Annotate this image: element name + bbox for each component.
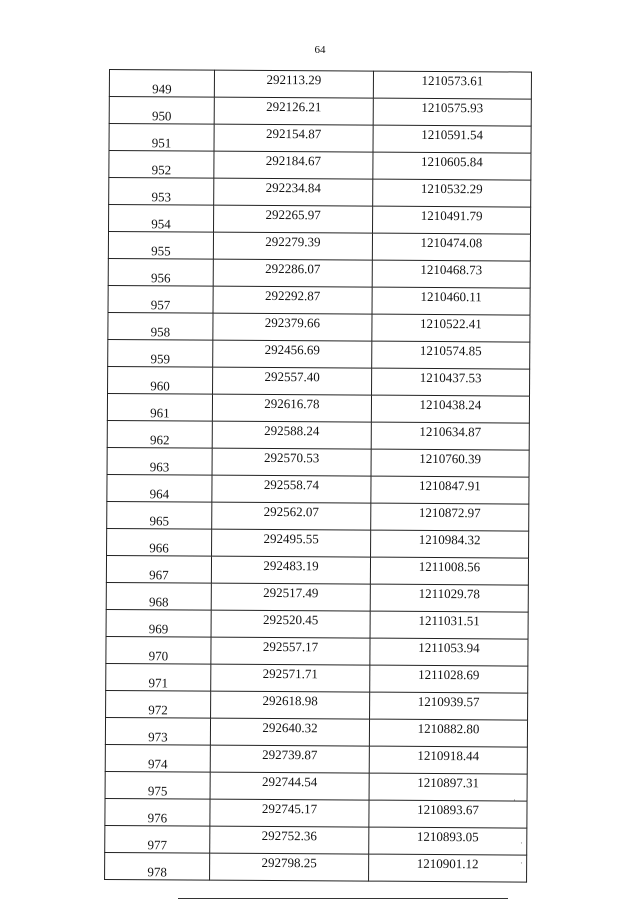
x-coordinate-cell: 292798.25 (210, 853, 369, 881)
table-row (106, 555, 528, 585)
point-number-cell: 968 (106, 582, 211, 610)
point-number-cell: 953 (109, 178, 214, 206)
table-row (109, 70, 531, 100)
y-coordinate-cell: 1210460.11 (372, 287, 530, 315)
x-coordinate-cell: 292279.39 (213, 232, 372, 260)
point-number-cell: 970 (106, 636, 211, 664)
y-coordinate-cell: 1211053.94 (370, 638, 528, 666)
table-row (105, 825, 527, 855)
x-coordinate-cell: 292495.55 (212, 529, 371, 557)
table-row (108, 285, 530, 315)
point-number-cell: 956 (108, 258, 213, 286)
point-number-cell: 963 (107, 447, 212, 475)
table-row (106, 609, 528, 639)
table-row (105, 771, 527, 801)
table-row (108, 312, 530, 342)
y-coordinate-cell: 1210918.44 (369, 746, 527, 774)
table-row (107, 501, 529, 531)
y-coordinate-cell: 1211031.51 (370, 611, 528, 639)
point-number-cell: 958 (108, 312, 213, 340)
point-number-cell: 966 (107, 528, 212, 556)
x-coordinate-cell: 292292.87 (213, 286, 372, 314)
y-coordinate-cell: 1210574.85 (372, 341, 530, 369)
x-coordinate-cell: 292745.17 (210, 799, 369, 827)
y-coordinate-cell: 1210939.57 (370, 692, 528, 720)
point-number-cell: 960 (108, 366, 213, 394)
x-coordinate-cell: 292557.17 (211, 637, 370, 665)
point-number-cell: 954 (109, 205, 214, 233)
scan-speck: · (520, 858, 523, 868)
point-number-cell: 971 (106, 663, 211, 691)
y-coordinate-cell: 1210760.39 (371, 449, 529, 477)
x-coordinate-cell: 292588.24 (212, 421, 371, 449)
y-coordinate-cell: 1210984.32 (371, 530, 529, 558)
y-coordinate-cell: 1210901.12 (369, 854, 527, 882)
table-row (106, 690, 528, 720)
table-row (109, 151, 531, 181)
x-coordinate-cell: 292739.87 (210, 745, 369, 773)
x-coordinate-cell: 292744.54 (210, 772, 369, 800)
point-number-cell: 955 (108, 232, 213, 260)
y-coordinate-cell: 1210522.41 (372, 314, 530, 342)
x-coordinate-cell: 292618.98 (211, 691, 370, 719)
scan-speck: · (513, 795, 516, 805)
table-row (108, 232, 530, 262)
y-coordinate-cell: 1210437.53 (372, 368, 530, 396)
y-coordinate-cell: 1211029.78 (370, 584, 528, 612)
point-number-cell: 976 (105, 798, 210, 826)
y-coordinate-cell: 1210591.54 (373, 125, 531, 153)
x-coordinate-cell: 292571.71 (211, 664, 370, 692)
table-row (106, 636, 528, 666)
page-number: 64 (314, 44, 326, 56)
table-row (108, 258, 530, 288)
x-coordinate-cell: 292752.36 (210, 826, 369, 854)
point-number-cell: 957 (108, 285, 213, 313)
y-coordinate-cell: 1210897.31 (369, 773, 527, 801)
x-coordinate-cell: 292616.78 (212, 394, 371, 422)
point-number-cell: 962 (107, 420, 212, 448)
y-coordinate-cell: 1211028.69 (370, 665, 528, 693)
coordinates-table (104, 69, 532, 883)
bottom-rule (178, 898, 508, 899)
y-coordinate-cell: 1211008.56 (370, 557, 528, 585)
point-number-cell: 951 (109, 124, 214, 152)
point-number-cell: 967 (106, 555, 211, 583)
table-row (109, 205, 531, 235)
point-number-cell: 974 (105, 744, 210, 772)
x-coordinate-cell: 292520.45 (211, 610, 370, 638)
y-coordinate-cell: 1210605.84 (373, 152, 531, 180)
y-coordinate-cell: 1210847.91 (371, 476, 529, 504)
y-coordinate-cell: 1210872.97 (371, 503, 529, 531)
scan-speck: · (520, 838, 523, 848)
table-row (105, 717, 527, 747)
y-coordinate-cell: 1210491.79 (373, 206, 531, 234)
x-coordinate-cell: 292570.53 (212, 448, 371, 476)
y-coordinate-cell: 1210575.93 (373, 98, 531, 126)
table-row (107, 528, 529, 558)
table-row (106, 582, 528, 612)
point-number-cell: 969 (106, 609, 211, 637)
y-coordinate-cell: 1210474.08 (372, 233, 530, 261)
y-coordinate-cell: 1210634.87 (371, 422, 529, 450)
x-coordinate-cell: 292456.69 (213, 340, 372, 368)
table-row (109, 124, 531, 154)
point-number-cell: 972 (106, 690, 211, 718)
y-coordinate-cell: 1210468.73 (372, 260, 530, 288)
x-coordinate-cell: 292557.40 (213, 367, 372, 395)
x-coordinate-cell: 292483.19 (211, 556, 370, 584)
point-number-cell: 961 (107, 393, 212, 421)
x-coordinate-cell: 292234.84 (214, 178, 373, 206)
point-number-cell: 949 (109, 70, 214, 98)
x-coordinate-cell: 292640.32 (210, 718, 369, 746)
point-number-cell: 965 (107, 501, 212, 529)
y-coordinate-cell: 1210893.67 (369, 800, 527, 828)
x-coordinate-cell: 292558.74 (212, 475, 371, 503)
point-number-cell: 952 (109, 151, 214, 179)
x-coordinate-cell: 292286.07 (213, 259, 372, 287)
y-coordinate-cell: 1210882.80 (369, 719, 527, 747)
table-row (105, 798, 527, 828)
coordinates-table-body (105, 70, 532, 883)
point-number-cell: 978 (105, 852, 210, 880)
table-row (107, 447, 529, 477)
y-coordinate-cell: 1210573.61 (373, 71, 531, 99)
y-coordinate-cell: 1210438.24 (371, 395, 529, 423)
x-coordinate-cell: 292154.87 (214, 124, 373, 152)
point-number-cell: 975 (105, 771, 210, 799)
x-coordinate-cell: 292517.49 (211, 583, 370, 611)
point-number-cell: 977 (105, 825, 210, 853)
table-row (109, 178, 531, 208)
table-row (109, 97, 531, 127)
table-row (107, 420, 529, 450)
x-coordinate-cell: 292126.21 (214, 97, 373, 125)
point-number-cell: 964 (107, 474, 212, 502)
table-row (106, 663, 528, 693)
y-coordinate-cell: 1210532.29 (373, 179, 531, 207)
table-row (107, 474, 529, 504)
table-row (108, 339, 530, 369)
point-number-cell: 973 (105, 717, 210, 745)
point-number-cell: 959 (108, 339, 213, 367)
x-coordinate-cell: 292265.97 (214, 205, 373, 233)
x-coordinate-cell: 292184.67 (214, 151, 373, 179)
table-row (108, 366, 530, 396)
table-row (105, 852, 527, 882)
y-coordinate-cell: 1210893.05 (369, 827, 527, 855)
x-coordinate-cell: 292562.07 (212, 502, 371, 530)
x-coordinate-cell: 292113.29 (214, 70, 373, 98)
table-row (105, 744, 527, 774)
point-number-cell: 950 (109, 97, 214, 125)
x-coordinate-cell: 292379.66 (213, 313, 372, 341)
table-row (107, 393, 529, 423)
